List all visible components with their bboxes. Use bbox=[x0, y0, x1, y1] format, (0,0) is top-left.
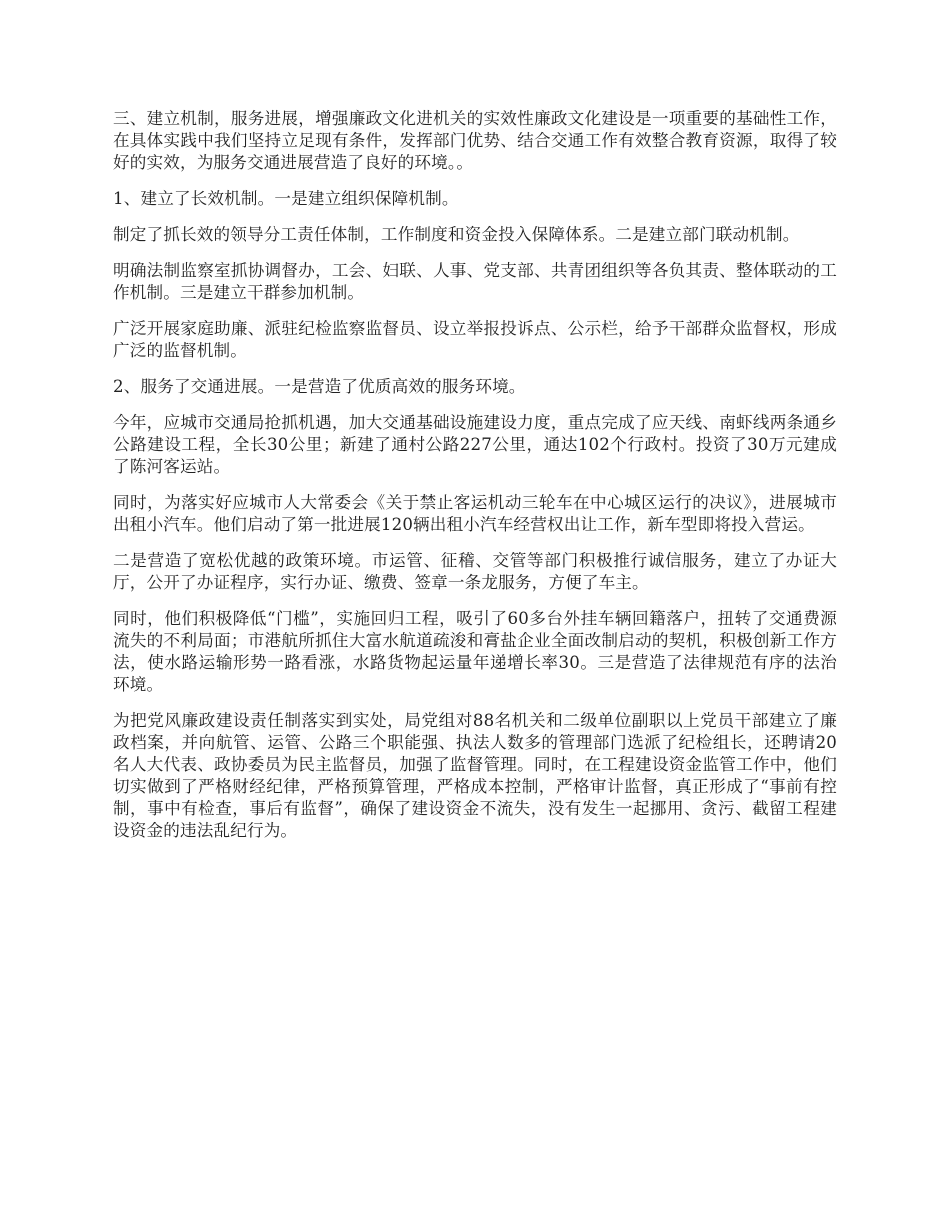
paragraph-infrastructure: 今年，应城市交通局抢抓机遇，加大交通基础设施建设力度，重点完成了应天线、南虾线两条通乡公路建设工程，全长30公里；新建了通村公路227公里，通达102个行政村。投资了30万元建成了陈河客运站。 bbox=[113, 413, 837, 476]
paragraph-long-term-mechanism: 1、建立了长效机制。一是建立组织保障机制。 bbox=[113, 189, 459, 208]
paragraph-party-conduct: 为把党风廉政建设责任制落实到实处，局党组对88名机关和二级单位副职以上党员干部建立了廉政档案，并向航管、运管、公路三个职能强、执法人数多的管理部门选派了纪检组长，还聘请20名人大代表、政协委员为民主监督员，加强了监督管理。同时，在工程建设资金监管工作中，他们切实做到了严格财经纪律，严格预算管理，严格成本控制，严格审计监督，真正形成了“事前有控制，事中有检查，事后有监督”，确保了建设资金不流失，没有发生一起挪用、贪污、截留工程建设资金的违法乱纪行为。 bbox=[113, 711, 837, 840]
paragraph-supervision-mechanism: 广泛开展家庭助廉、派驻纪检监察监督员、设立举报投诉点、公示栏，给予干部群众监督权，形成广泛的监督机制。 bbox=[113, 319, 837, 360]
paragraph-policy-environment: 二是营造了宽松优越的政策环境。市运管、征稽、交管等部门积极推行诚信服务，建立了办证大厅，公开了办证程序，实行办证、缴费、签章一条龙服务，方便了车主。 bbox=[113, 551, 837, 592]
paragraph-responsibility-system: 制定了抓长效的领导分工责任体制，工作制度和资金投入保障体系。二是建立部门联动机制。 bbox=[113, 225, 800, 244]
paragraph-linkage-mechanism: 明确法制监察室抓协调督办，工会、妇联、人事、党支部、共青团组织等各负其责、整体联动的工作机制。三是建立干群参加机制。 bbox=[113, 261, 837, 302]
paragraph-service-development: 2、服务了交通进展。一是营造了优质高效的服务环境。 bbox=[113, 377, 526, 396]
paragraph-return-project: 同时，他们积极降低“门槛”，实施回归工程，吸引了60多台外挂车辆回籍落户，扭转了交通费源流失的不利局面；市港航所抓住大富水航道疏浚和膏盐企业全面改制启动的契机，积极创新工作方法，使水路运输形势一路看涨，水路货物起运量年递增长率30。三是营造了法律规范有序的法治环境。 bbox=[113, 609, 837, 694]
document-body bbox=[113, 108, 837, 856]
paragraph-taxi-development: 同时，为落实好应城市人大常委会《关于禁止客运机动三轮车在中心城区运行的决议》，进展城市出租小汽车。他们启动了第一批进展120辆出租小汽车经营权出让工作，新车型即将投入营运。 bbox=[113, 493, 837, 534]
paragraph-section-three-intro: 三、建立机制，服务进展，增强廉政文化进机关的实效性廉政文化建设是一项重要的基础性工作，在具体实践中我们坚持立足现有条件，发挥部门优势、结合交通工作有效整合教育资源，取得了较好的实效，为服务交通进展营造了良好的环境。。 bbox=[113, 109, 837, 172]
